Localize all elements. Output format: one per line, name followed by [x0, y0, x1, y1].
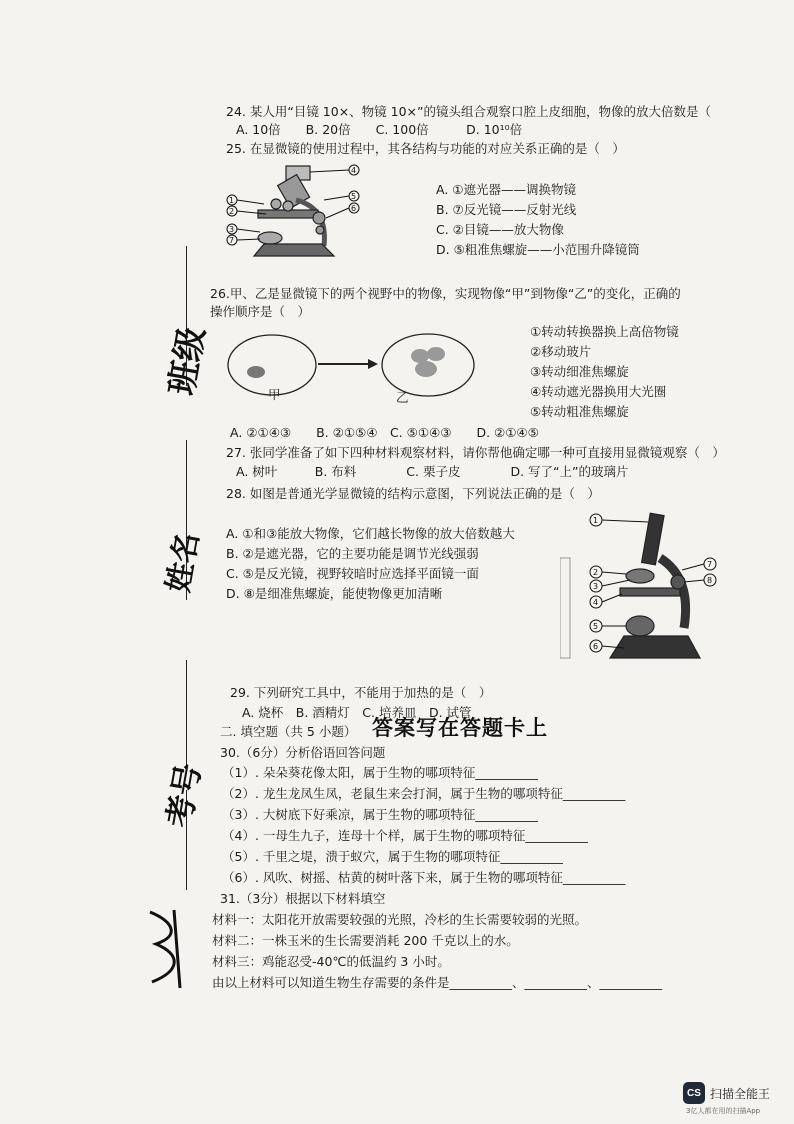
svg-text:1: 1 [593, 516, 599, 525]
q31-conclusion: 由以上材料可以知道生物生存需要的条件是__________、__________、__________ [212, 975, 663, 990]
q24-stem: 24. 某人用“目镜 10×、物镜 10×”的镜头组合观察口腔上皮细胞，物像的放大倍数是（ [226, 104, 712, 119]
q26-step-5: ⑤转动粗准焦螺旋 [530, 404, 629, 419]
q28-option-c: C. ⑤是反光镜，视野较暗时应选择平面镜一面 [226, 566, 479, 581]
q25-option-c: C. ②目镜——放大物像 [436, 222, 564, 237]
q31-material-1: 材料一：太阳花开放需要较强的光照，冷杉的生长需要较弱的光照。 [212, 912, 588, 927]
q27-stem: 27. 张同学准备了如下四种材料观察材料，请你帮他确定哪一种可直接用显微镜观察（ ） [226, 445, 725, 460]
q28-option-b: B. ②是遮光器，它的主要功能是调节光线强弱 [226, 546, 479, 561]
svg-text:2: 2 [229, 207, 235, 216]
q29-options: A. 烧杯 B. 酒精灯 C. 培养皿 D. 试管 [242, 705, 472, 720]
q25-stem: 25. 在显微镜的使用过程中，其各结构与功能的对应关系正确的是（ ） [226, 141, 625, 156]
handwritten-class: 班级 [161, 324, 214, 399]
q26-step-1: ①转动转换器换上高倍物镜 [530, 324, 679, 339]
q30-item-6: （6）. 风吹、树摇、枯黄的树叶落下来，属于生物的哪项特征__________ [222, 870, 626, 885]
q31-stem: 31.（3分）根据以下材料填空 [220, 891, 386, 906]
scanner-logo-icon: CS [683, 1082, 705, 1104]
svg-text:2: 2 [593, 568, 599, 577]
q30-item-2: （2）. 龙生龙凤生凤，老鼠生来会打洞，属于生物的哪项特征__________ [222, 786, 626, 801]
handwritten-note: 答案写在答题卡上 [372, 715, 548, 740]
q30-item-4: （4）. 一母生九子，连母十个样，属于生物的哪项特征__________ [222, 828, 588, 843]
q28-stem: 28. 如图是普通光学显微镜的结构示意图，下列说法正确的是（ ） [226, 486, 600, 501]
svg-text:8: 8 [707, 576, 713, 585]
q25-option-d: D. ⑤粗准焦螺旋——小范围升降镜筒 [436, 242, 640, 257]
q28-option-d: D. ⑧是细准焦螺旋，能使物像更加清晰 [226, 586, 443, 601]
q26-step-2: ②移动玻片 [530, 344, 592, 359]
svg-text:6: 6 [351, 204, 357, 213]
scanner-name: 扫描全能王 [710, 1086, 771, 1101]
svg-text:7: 7 [707, 560, 713, 569]
svg-text:7: 7 [229, 236, 235, 245]
svg-text:5: 5 [593, 622, 599, 631]
scanner-watermark [683, 1082, 770, 1104]
handwritten-scribble [140, 902, 196, 992]
q28-option-a: A. ①和③能放大物像，它们越长物像的放大倍数越大 [226, 526, 515, 541]
q24-options: A. 10倍 B. 20倍 C. 100倍 D. 10¹⁰倍 [236, 122, 523, 137]
microscope-diagram-28 [560, 508, 730, 668]
microscope-diagram-25 [224, 160, 364, 270]
svg-text:5: 5 [351, 192, 357, 201]
q25-option-a: A. ①遮光器——调换物镜 [436, 182, 576, 197]
handwritten-name: 姓名 [161, 530, 206, 596]
q26-stem-line2: 操作顺序是（ ） [210, 304, 311, 319]
q30-stem: 30.（6分）分析俗语回答问题 [220, 745, 386, 760]
cell-image-yi [415, 361, 437, 377]
svg-text:4: 4 [593, 598, 599, 607]
q25-option-b: B. ⑦反光镜——反射光线 [436, 202, 577, 217]
field-of-view-diagram [226, 332, 486, 402]
label-yi: 乙 [396, 390, 409, 405]
q30-item-3: （3）. 大树底下好乘凉，属于生物的哪项特征__________ [222, 807, 538, 822]
cell-image-jia [247, 366, 265, 378]
label-jia: 甲 [268, 387, 281, 402]
q26-stem-line1: 26.甲、乙是显微镜下的两个视野中的物像，实现物像“甲”到物像“乙”的变化，正确的 [210, 286, 681, 301]
svg-text:1: 1 [229, 196, 235, 205]
q29-stem: 29. 下列研究工具中，不能用于加热的是（ ） [230, 685, 492, 700]
section-2-title: 二. 填空题（共 5 小题） [220, 724, 357, 739]
binding-line-3 [186, 660, 187, 770]
q30-item-1: （1）. 朵朵葵花像太阳，属于生物的哪项特征__________ [222, 765, 538, 780]
q31-material-3: 材料三：鸡能忍受-40℃的低温约 3 小时。 [212, 954, 450, 969]
svg-text:6: 6 [593, 642, 599, 651]
q31-material-2: 材料二：一株玉米的生长需要消耗 200 千克以上的水。 [212, 933, 519, 948]
svg-text:3: 3 [593, 582, 599, 591]
q30-item-5: （5）. 千里之堤，溃于蚁穴，属于生物的哪项特征__________ [222, 849, 563, 864]
svg-text:4: 4 [351, 166, 357, 175]
q26-step-3: ③转动细准焦螺旋 [530, 364, 629, 379]
q26-options: A. ②①④③ B. ②①⑤④ C. ⑤①④③ D. ②①④⑤ [230, 425, 539, 440]
handwritten-exam-no: 考号 [159, 760, 209, 831]
svg-text:3: 3 [229, 225, 235, 234]
q26-step-4: ④转动遮光器换用大光圈 [530, 384, 667, 399]
scanner-subtitle: 3亿人都在用的扫描App [686, 1107, 761, 1115]
q27-options: A. 树叶 B. 布料 C. 栗子皮 D. 写了“上”的玻璃片 [236, 464, 629, 479]
